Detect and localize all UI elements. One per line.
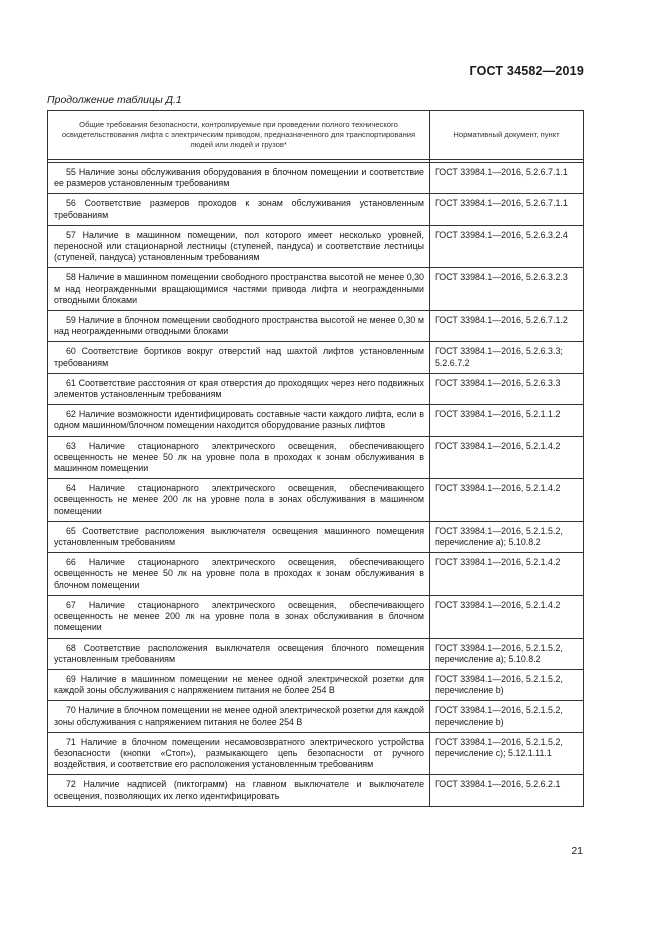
table-row [48, 405, 584, 436]
column-header-requirements: Общие требования безопасности, контролируемые при проведении полного технического освидетельствования лифта с электрическим приводом, предназначенного для транспортирования людей или людей и грузов* [48, 111, 430, 160]
requirement-cell: 71 Наличие в блочном помещении несамовозвратного электрического устройства безопасности (кнопки «Стоп»), размыкающего цепь безопасности от ручного воздействия, и соответствие его расположения установленным требованиям [48, 732, 430, 775]
requirement-cell: 68 Соответствие расположения выключателя освещения блочного помещения установленным требованиям [48, 638, 430, 669]
document-reference-cell: ГОСТ 33984.1—2016, 5.2.1.5.2, перечисление а); 5.10.8.2 [430, 638, 584, 669]
requirement-cell: 69 Наличие в машинном помещении не менее одной электрической розетки для каждой зоны обслуживания с напряжением питания не более 254 В [48, 669, 430, 700]
document-reference-cell: ГОСТ 33984.1—2016, 5.2.6.2.1 [430, 775, 584, 806]
document-reference-cell: ГОСТ 33984.1—2016, 5.2.1.1.2 [430, 405, 584, 436]
table-row [48, 701, 584, 732]
table-row [48, 225, 584, 268]
requirement-cell: 60 Соответствие бортиков вокруг отверстий над шахтой лифтов установленным требованиям [48, 342, 430, 373]
requirement-cell: 58 Наличие в машинном помещении свободного пространства высотой не менее 0,30 м над неогражденными вращающимися частями привода лифта и неогражденными отводными блоками [48, 268, 430, 311]
requirement-cell: 66 Наличие стационарного электрического освещения, обеспечивающего освещенность не менее 50 лк на уровне пола в проходах к зонам обслуживания в блочном помещении [48, 553, 430, 596]
document-reference-cell: ГОСТ 33984.1—2016, 5.2.1.4.2 [430, 553, 584, 596]
standard-code: ГОСТ 34582—2019 [469, 64, 584, 78]
requirement-cell: 72 Наличие надписей (пиктограмм) на главном выключателе и выключателе освещения, позволяющих их легко идентифицировать [48, 775, 430, 806]
table-row [48, 669, 584, 700]
requirement-cell: 64 Наличие стационарного электрического освещения, обеспечивающего освещенность не менее 200 лк на уровне пола в зонах обслуживания в машинном помещении [48, 479, 430, 522]
table-row [48, 436, 584, 479]
table-row [48, 268, 584, 311]
table-row [48, 775, 584, 806]
table-row [48, 163, 584, 194]
document-reference-cell: ГОСТ 33984.1—2016, 5.2.6.7.1.2 [430, 311, 584, 342]
requirement-cell: 55 Наличие зоны обслуживания оборудования в блочном помещении и соответствие ее размеров установленным требованиям [48, 163, 430, 194]
table-row [48, 595, 584, 638]
document-reference-cell: ГОСТ 33984.1—2016, 5.2.1.4.2 [430, 595, 584, 638]
document-reference-cell: ГОСТ 33984.1—2016, 5.2.1.4.2 [430, 479, 584, 522]
document-reference-cell: ГОСТ 33984.1—2016, 5.2.1.5.2, перечисление с); 5.12.1.11.1 [430, 732, 584, 775]
requirement-cell: 70 Наличие в блочном помещении не менее одной электрической розетки для каждой зоны обслуживания с напряжением питания не более 254 В [48, 701, 430, 732]
table-row [48, 732, 584, 775]
document-reference-cell: ГОСТ 33984.1—2016, 5.2.1.5.2, перечисление а); 5.10.8.2 [430, 521, 584, 552]
document-reference-cell: ГОСТ 33984.1—2016, 5.2.1.4.2 [430, 436, 584, 479]
requirements-table [47, 110, 584, 807]
requirement-cell: 65 Соответствие расположения выключателя освещения машинного помещения установленным требованиям [48, 521, 430, 552]
document-reference-cell: ГОСТ 33984.1—2016, 5.2.6.3.3 [430, 373, 584, 404]
table-continuation-caption: Продолжение таблицы Д.1 [47, 94, 182, 106]
document-reference-cell: ГОСТ 33984.1—2016, 5.2.1.5.2, перечисление b) [430, 701, 584, 732]
requirement-cell: 63 Наличие стационарного электрического освещения, обеспечивающего освещенность не менее 50 лк на уровне пола в проходах к зонам обслуживания в машинном помещении [48, 436, 430, 479]
requirement-cell: 59 Наличие в блочном помещении свободного пространства высотой не менее 0,30 м над неогражденными отводными блоками [48, 311, 430, 342]
table-header-row [48, 111, 584, 160]
page-number: 21 [571, 845, 583, 857]
document-reference-cell: ГОСТ 33984.1—2016, 5.2.6.7.1.1 [430, 194, 584, 225]
column-header-document: Нормативный документ, пункт [430, 111, 584, 160]
document-reference-cell: ГОСТ 33984.1—2016, 5.2.6.7.1.1 [430, 163, 584, 194]
requirement-cell: 57 Наличие в машинном помещении, пол которого имеет несколько уровней, переносной или стационарной лестницы (ступеней, пандуса) и соответствие лестницы (ступеней, пандуса) установленным требованиям [48, 225, 430, 268]
requirement-cell: 56 Соответствие размеров проходов к зонам обслуживания установленным требованиям [48, 194, 430, 225]
table-row [48, 311, 584, 342]
table-row [48, 553, 584, 596]
table-row [48, 638, 584, 669]
table-row [48, 479, 584, 522]
table-row [48, 194, 584, 225]
document-reference-cell: ГОСТ 33984.1—2016, 5.2.6.3.2.4 [430, 225, 584, 268]
requirement-cell: 61 Соответствие расстояния от края отверстия до проходящих через него подвижных элементов установленным требованиям [48, 373, 430, 404]
document-reference-cell: ГОСТ 33984.1—2016, 5.2.6.3.2.3 [430, 268, 584, 311]
document-reference-cell: ГОСТ 33984.1—2016, 5.2.1.5.2, перечисление b) [430, 669, 584, 700]
document-reference-cell: ГОСТ 33984.1—2016, 5.2.6.3.3; 5.2.6.7.2 [430, 342, 584, 373]
requirement-cell: 62 Наличие возможности идентифицировать составные части каждого лифта, если в одном машинном/блочном помещении находится оборудование разных лифтов [48, 405, 430, 436]
table-row [48, 521, 584, 552]
table-row [48, 342, 584, 373]
requirement-cell: 67 Наличие стационарного электрического освещения, обеспечивающего освещенность не менее 200 лк на уровне пола в зонах обслуживания в блочном помещении [48, 595, 430, 638]
table-row [48, 373, 584, 404]
table-body [48, 163, 584, 807]
